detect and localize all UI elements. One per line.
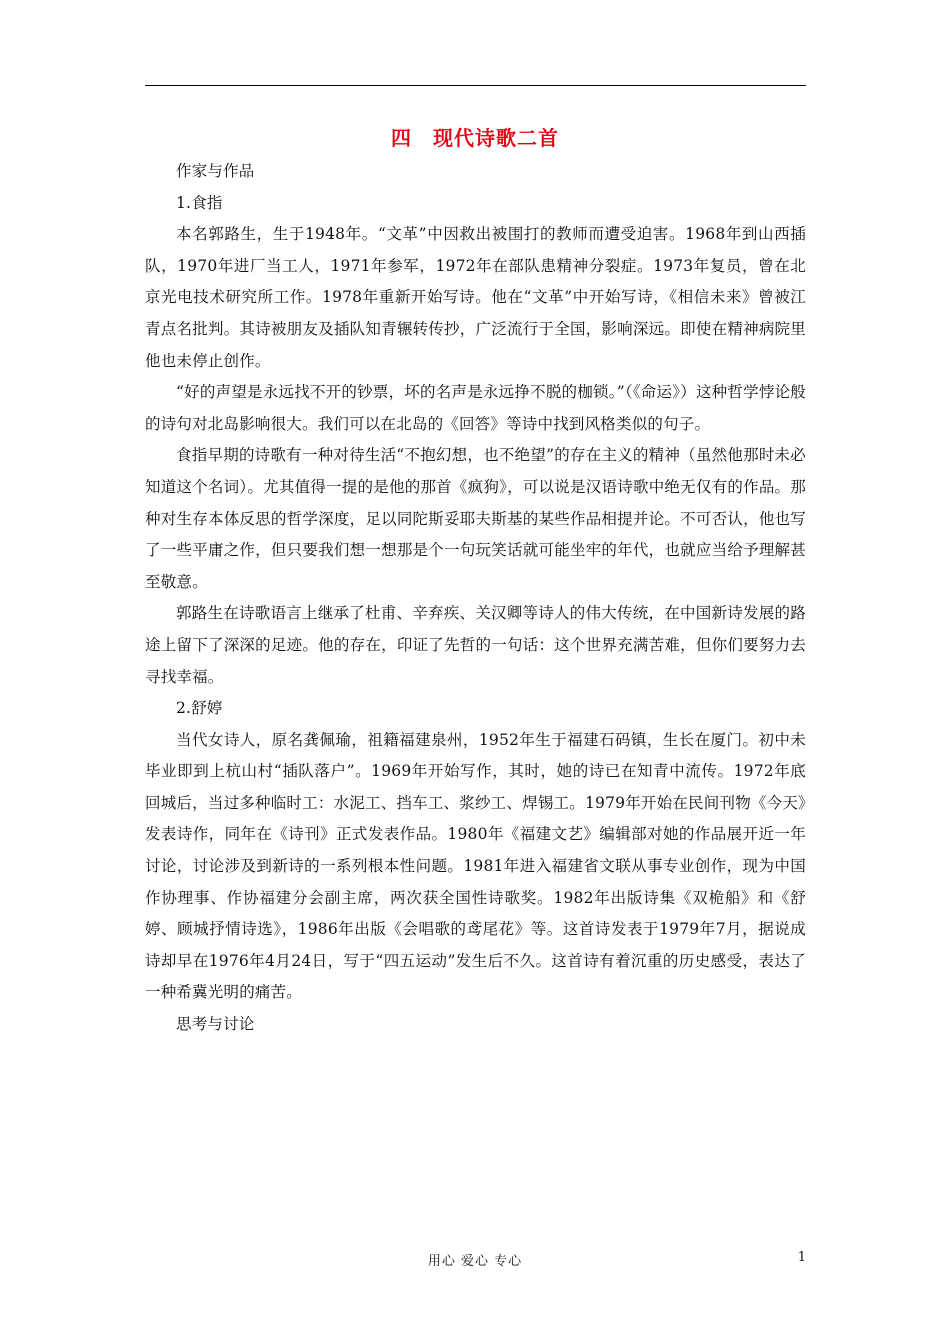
paragraph-shizhi-legacy: 郭路生在诗歌语言上继承了杜甫、辛弃疾、关汉卿等诗人的伟大传统，在中国新诗发展的路途上留下了深深的足迹。他的存在，印证了先哲的一句话：这个世界充满苦难，但你们要努力去寻找幸福。 [145, 604, 806, 686]
page-title: 四 现代诗歌二首 [391, 126, 559, 150]
item-heading-shuting: 2.舒婷 [176, 699, 223, 718]
section-heading-discussion: 思考与讨论 [176, 1015, 255, 1034]
paragraph-shizhi-bio: 本名郭路生，生于1948年。“文革”中因救出被围打的教师而遭受迫害。1968年到山西插队，1970年进厂当工人，1971年参军，1972年在部队患精神分裂症。1973年复员，曾在北京光电技术研究所工作。1978年重新开始写诗。他在“文革”中开始写诗，《相信未来》曾被江青点名批判。其诗被朋友及插队知青辗转传抄，广泛流行于全国，影响深远。即使在精神病院里他也未停止创作。 [145, 225, 806, 370]
page-number: 1 [797, 1250, 806, 1265]
section-heading-writers: 作家与作品 [176, 162, 255, 180]
item-heading-shizhi: 1.食指 [176, 193, 223, 212]
document-body [145, 156, 806, 1041]
paragraph-shizhi-spirit: 食指早期的诗歌有一种对待生活“不抱幻想，也不绝望”的存在主义的精神（虽然他那时未必知道这个名词）。尤其值得一提的是他的那首《疯狗》，可以说是汉语诗歌中绝无仅有的作品。那种对生存本体反思的哲学深度，足以同陀斯妥耶夫斯基的某些作品相提并论。不可否认，他也写了一些平庸之作，但只要我们想一想那是个一句玩笑话就可能坐牢的年代，也就应当给予理解甚至敬意。 [145, 446, 806, 591]
header-rule [145, 85, 806, 86]
paragraph-shizhi-quote: “好的声望是永远找不开的钞票，坏的名声是永远挣不脱的枷锁。”（《命运》）这种哲学悖论般的诗句对北岛影响很大。我们可以在北岛的《回答》等诗中找到风格类似的句子。 [145, 383, 806, 433]
footer-motto: 用心 爱心 专心 [427, 1254, 523, 1269]
paragraph-shuting-bio: 当代女诗人，原名龚佩瑜，祖籍福建泉州，1952年生于福建石码镇，生长在厦门。初中未毕业即到上杭山村“插队落户”。1969年开始写作，其时，她的诗已在知青中流传。1972年底回城后，当过多种临时工：水泥工、挡车工、浆纱工、焊锡工。1979年开始在民间刊物《今天》发表诗作，同年在《诗刊》正式发表作品。1980年《福建文艺》编辑部对她的作品展开近一年讨论，讨论涉及到新诗的一系列根本性问题。1981年进入福建省文联从事专业创作，现为中国作协理事、作协福建分会副主席，两次获全国性诗歌奖。1982年出版诗集《双桅船》和《舒婷、顾城抒情诗选》，1986年出版《会唱歌的鸢尾花》等。这首诗发表于1979年7月，据说成诗却早在1976年4月24日，写于“四五运动”发生后不久。这首诗有着沉重的历史感受，表达了一种希冀光明的痛苦。 [145, 730, 806, 1002]
